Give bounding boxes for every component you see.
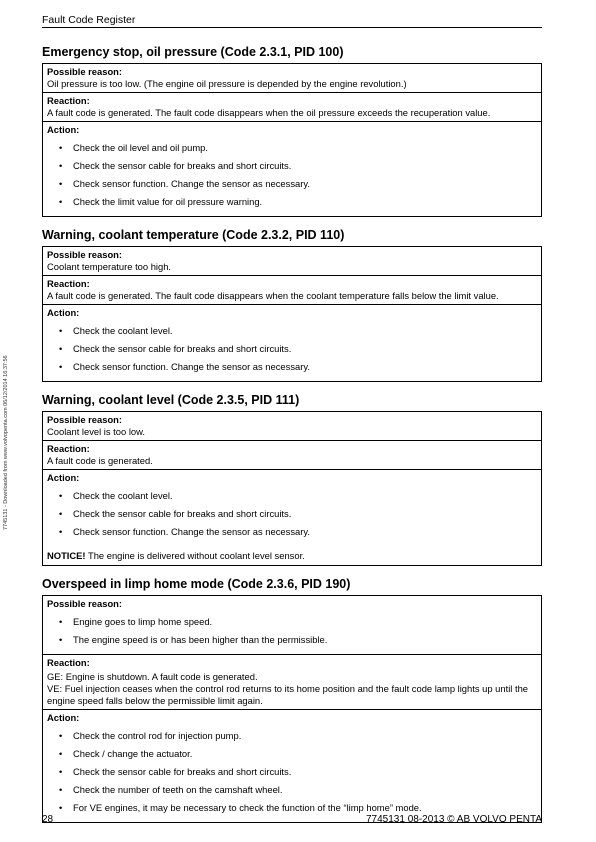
action-item: • Check sensor function. Change the sensor as necessary. — [59, 526, 310, 537]
reaction-row — [43, 92, 541, 121]
notice — [47, 544, 537, 563]
action-item: • Check the coolant level. — [59, 325, 173, 336]
action-list — [47, 325, 537, 373]
action-label: Action: — [47, 124, 80, 135]
reason-row — [43, 64, 541, 92]
reason-label: Possible reason: — [47, 598, 123, 609]
action-row — [43, 709, 541, 822]
page-content — [42, 45, 542, 834]
action-list — [47, 490, 537, 538]
action-label: Action: — [47, 307, 80, 318]
running-header: Fault Code Register — [42, 14, 136, 26]
reaction-text: A fault code is generated. — [47, 455, 153, 466]
reaction-text: A fault code is generated. The fault code disappears when the oil pressure exceeds the recuperation value. — [47, 107, 491, 118]
notice-label: NOTICE! — [47, 550, 86, 561]
action-item: • Check the sensor cable for breaks and short circuits. — [59, 508, 292, 519]
action-item: • Check sensor function. Change the sensor as necessary. — [59, 361, 310, 372]
action-item: • Check the control rod for injection pump. — [59, 730, 242, 741]
document-info: 7745131 08-2013 © AB VOLVO PENTA — [366, 814, 542, 825]
download-stamp — [3, 330, 11, 530]
reaction-label: Reaction: — [47, 278, 90, 289]
reaction-line: GE: Engine is shutdown. A fault code is generated. — [47, 671, 258, 682]
reason-row — [43, 412, 541, 440]
section-title-coolant-temperature: Warning, coolant temperature (Code 2.3.2, PID 110) — [42, 228, 345, 242]
action-item: • Check sensor function. Change the sensor as necessary. — [59, 178, 310, 189]
reason-item: • Engine goes to limp home speed. — [59, 616, 213, 627]
action-label: Action: — [47, 472, 80, 483]
reason-row — [43, 247, 541, 275]
reason-label: Possible reason: — [47, 249, 123, 260]
fault-table-coolant-level — [42, 411, 542, 566]
action-item: • Check the oil level and oil pump. — [59, 142, 208, 153]
reaction-label: Reaction: — [47, 95, 90, 106]
reason-text: Oil pressure is too low. (The engine oil pressure is depended by the engine revolution.) — [47, 78, 407, 89]
action-row — [43, 304, 541, 381]
section-title-coolant-level: Warning, coolant level (Code 2.3.5, PID 111) — [42, 393, 300, 407]
reaction-text: A fault code is generated. The fault code disappears when the coolant temperature falls below the limit value. — [47, 290, 499, 301]
action-item: • For VE engines, it may be necessary to check the function of the “limp home” mode. — [59, 802, 422, 813]
reaction-row — [43, 275, 541, 304]
action-item: • Check the sensor cable for breaks and short circuits. — [59, 766, 292, 777]
action-item: • Check the number of teeth on the camshaft wheel. — [59, 784, 283, 795]
action-item: • Check the sensor cable for breaks and short circuits. — [59, 160, 292, 171]
notice-text: The engine is delivered without coolant level sensor. — [85, 550, 305, 561]
action-list — [47, 142, 537, 208]
reaction-line: VE: Fuel injection ceases when the control rod returns to its home position and the fault code lamp lights up until the engine speed falls below the permissible limit again. — [47, 683, 529, 706]
reason-text: Coolant level is too low. — [47, 426, 145, 437]
fault-table-oil-pressure — [42, 63, 542, 217]
reaction-row — [43, 654, 541, 709]
action-item: • Check the sensor cable for breaks and short circuits. — [59, 343, 292, 354]
action-item: • Check the limit value for oil pressure warning. — [59, 196, 263, 207]
section-title-overspeed: Overspeed in limp home mode (Code 2.3.6, PID 190) — [42, 577, 351, 591]
fault-table-overspeed — [42, 595, 542, 823]
action-label: Action: — [47, 712, 80, 723]
reaction-row — [43, 440, 541, 469]
action-row — [43, 469, 541, 565]
fault-table-coolant-temperature — [42, 246, 542, 382]
reason-label: Possible reason: — [47, 414, 123, 425]
action-list — [47, 730, 537, 814]
action-row — [43, 121, 541, 216]
reason-label: Possible reason: — [47, 66, 123, 77]
reason-text: Coolant temperature too high. — [47, 261, 172, 272]
section-title-oil-pressure: Emergency stop, oil pressure (Code 2.3.1, PID 100) — [42, 45, 344, 59]
download-stamp-text: 7745131 - Downloaded from www.volvopenta.com 06/12/2014 16:37:56 — [3, 355, 9, 530]
reason-list — [47, 616, 537, 646]
action-item: • Check the coolant level. — [59, 490, 173, 501]
reaction-label: Reaction: — [47, 443, 90, 454]
reaction-label: Reaction: — [47, 657, 90, 668]
action-item: • Check / change the actuator. — [59, 748, 193, 759]
reason-item: • The engine speed is or has been higher than the permissible. — [59, 634, 328, 645]
reason-row — [43, 596, 541, 654]
header-divider — [42, 27, 542, 28]
page-number: 28 — [42, 814, 54, 825]
